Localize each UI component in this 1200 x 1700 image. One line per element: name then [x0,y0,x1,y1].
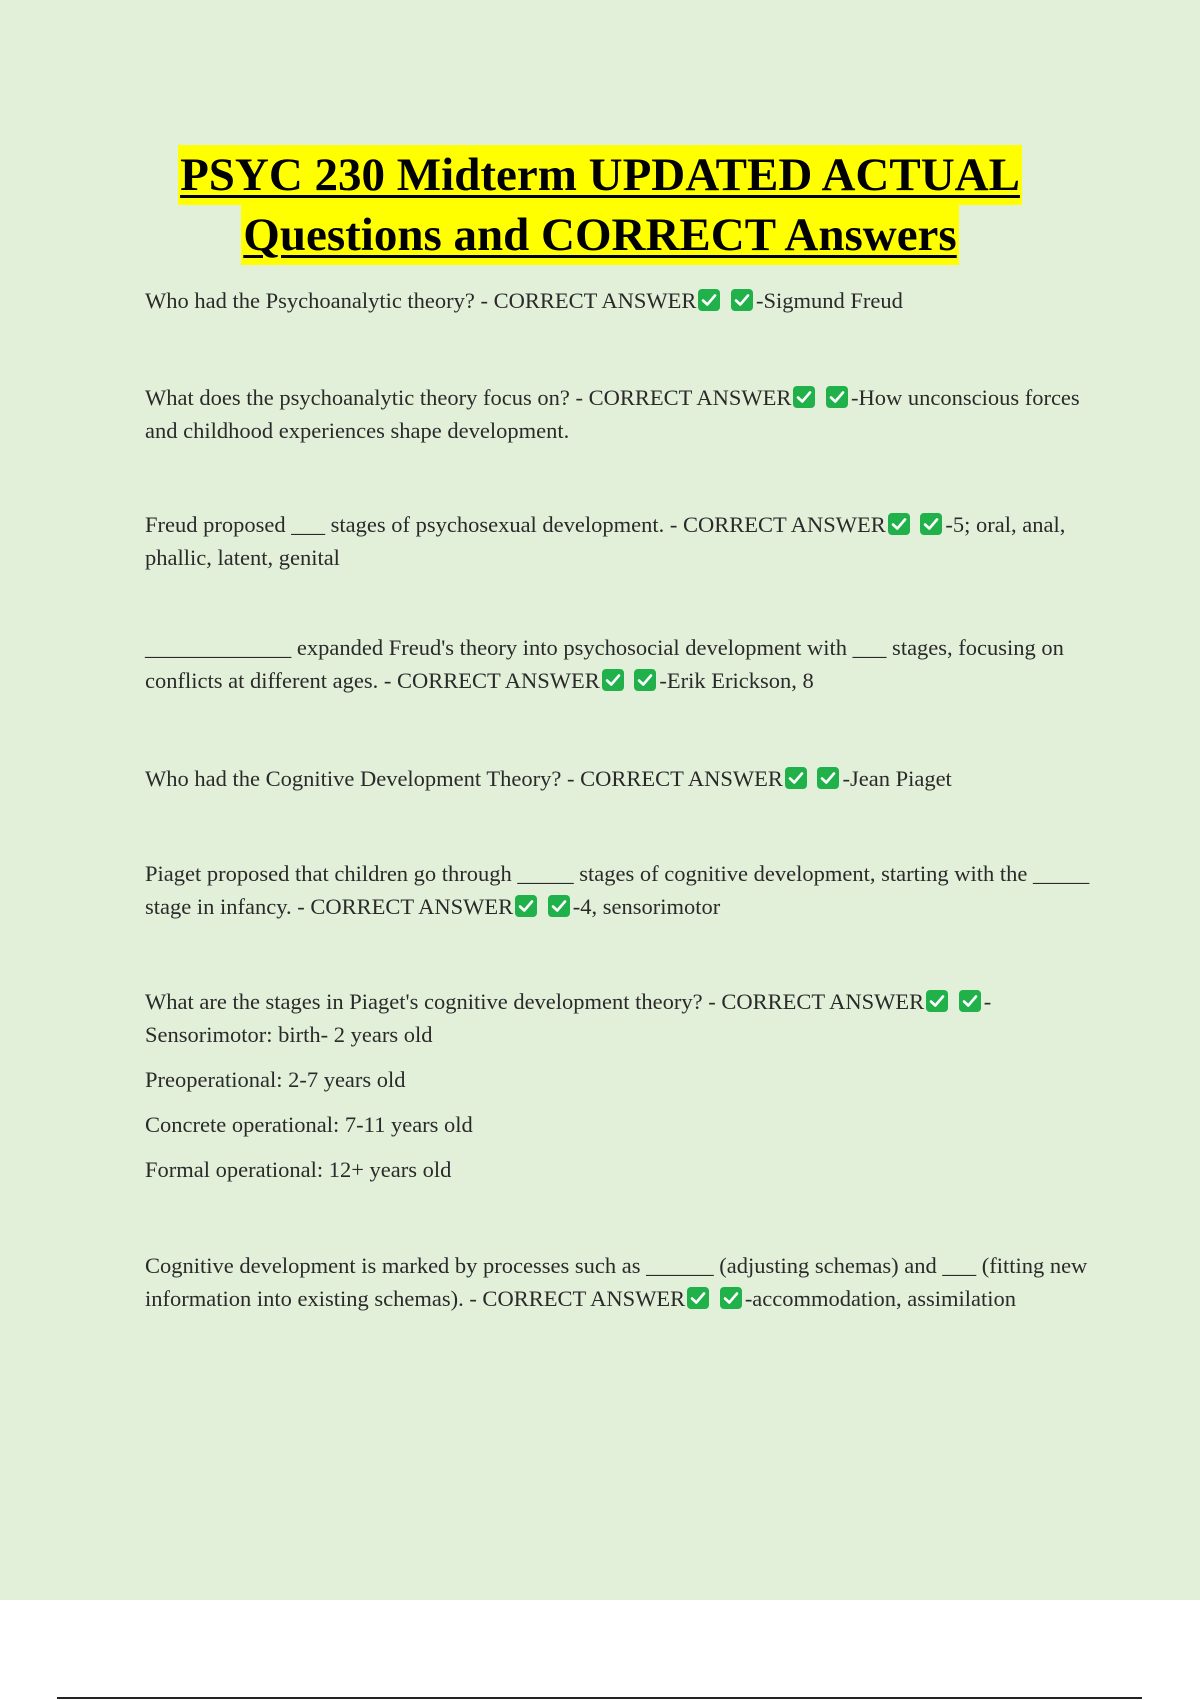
qa-item [145,857,1095,923]
answer-text: -4, sensorimotor [572,894,721,919]
document-title [0,145,1200,265]
check-mark-icon [888,513,910,535]
check-mark-icon [698,289,720,311]
title-line-2: Questions and CORRECT Answers [241,205,958,265]
answer-text: -Jean Piaget [842,766,952,791]
qa-item [145,985,1095,1186]
stage-line: Formal operational: 12+ years old [145,1157,452,1182]
question-text: Piaget proposed that children go through _____ stages of cognitive development, starting with the _____ stage in infancy. - CORRECT ANSWER [145,861,1090,919]
answer-text: -Sigmund Freud [756,288,903,313]
qa-item [145,284,1095,317]
check-mark-icon [793,386,815,408]
check-mark-icon [959,990,981,1012]
check-mark-icon [634,669,656,691]
stage-line: Concrete operational: 7-11 years old [145,1112,473,1137]
qa-item [145,508,1095,574]
answer-text: -How unconscious forces and childhood experiences shape development. [145,385,1080,443]
check-mark-icon [817,767,839,789]
question-text: _____________ expanded Freud's theory into psychosocial development with ___ stages, focusing on conflicts at different ages. - CORRECT ANSWER [145,635,1064,693]
answer-text: -5; oral, anal, phallic, latent, genital [145,512,1066,570]
check-mark-icon [548,895,570,917]
question-text: Who had the Cognitive Development Theory? - CORRECT ANSWER [145,766,783,791]
stage-line: Preoperational: 2-7 years old [145,1067,406,1092]
check-mark-icon [720,1287,742,1309]
check-mark-icon [826,386,848,408]
check-mark-icon [926,990,948,1012]
title-line-1: PSYC 230 Midterm UPDATED ACTUAL [178,145,1022,205]
qa-item [145,631,1095,697]
question-text: Freud proposed ___ stages of psychosexual development. - CORRECT ANSWER [145,512,886,537]
question-text: Cognitive development is marked by processes such as ______ (adjusting schemas) and ___ (fitting new information into existing schemas). - CORRECT ANSWER [145,1253,1088,1311]
check-mark-icon [602,669,624,691]
answer-text: -accommodation, assimilation [744,1286,1016,1311]
footer-divider [57,1697,1142,1699]
question-text: What are the stages in Piaget's cognitive development theory? - CORRECT ANSWER [145,989,925,1014]
answer-text: -Erik Erickson, 8 [659,668,814,693]
qa-item [145,381,1095,447]
check-mark-icon [731,289,753,311]
check-mark-icon [687,1287,709,1309]
answer-text: - Sensorimotor: birth- 2 years old [145,989,992,1047]
check-mark-icon [785,767,807,789]
qa-item [145,1249,1095,1315]
check-mark-icon [920,513,942,535]
qa-item [145,762,1095,795]
question-text: What does the psychoanalytic theory focus on? - CORRECT ANSWER [145,385,792,410]
check-mark-icon [515,895,537,917]
question-text: Who had the Psychoanalytic theory? - CORRECT ANSWER [145,288,697,313]
